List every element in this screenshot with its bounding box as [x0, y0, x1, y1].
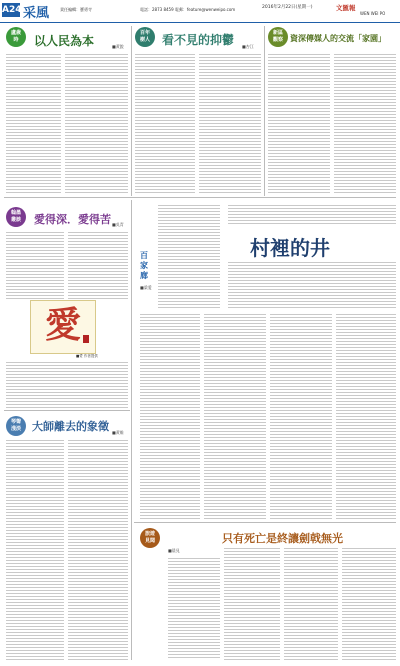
article-body-7b: [224, 546, 280, 660]
seal-stamp: [83, 335, 89, 343]
photo-caption: ■愛 作者提供: [76, 354, 98, 358]
side-label-text: 百家廊: [140, 250, 148, 280]
column-tag-2-line2: 樹人: [139, 37, 150, 43]
page-number-badge: A24: [2, 5, 22, 15]
column-tag-7: [140, 528, 160, 548]
article-title-7: 只有死亡是終讓劍戟無光: [222, 532, 343, 545]
article-body-3a: [268, 52, 330, 194]
brush-character: 愛: [45, 304, 82, 346]
column-tag-6-line1: 琴聲: [10, 419, 21, 425]
article-body-1b: [65, 52, 128, 194]
column-tag-6-line2: 淺淡: [10, 426, 21, 432]
column-tag-2-line1: 百年: [139, 30, 150, 36]
section-divider: [134, 522, 396, 523]
article-body-4d: [140, 312, 200, 520]
column-tag-5: [6, 207, 26, 227]
newspaper-logo: 文匯報: [336, 4, 356, 12]
column-tag-1: [6, 27, 26, 47]
article-body-4b: [228, 203, 396, 225]
side-label: [140, 250, 154, 280]
section-title: 采風: [23, 6, 50, 21]
column-tag-7-line1: 旅遊: [144, 531, 155, 537]
article-byline-4: ■梁愛: [140, 285, 152, 290]
section-divider: [4, 410, 130, 411]
article-title-5: 愛得深．愛得苦: [34, 213, 111, 226]
article-body-5a: [6, 230, 64, 300]
section-divider: [4, 197, 396, 198]
calligraphy-image: [30, 300, 96, 354]
article-body-4g: [336, 312, 396, 520]
article-title-2: 看不見的抑鬱: [162, 33, 235, 47]
article-body-4f: [270, 312, 332, 520]
article-body-4c: [228, 260, 396, 308]
editor-line: 責任編輯：寶勇寺: [60, 7, 92, 12]
column-tag-3-line2: 觀察: [272, 37, 283, 43]
article-body-7a: [168, 556, 220, 660]
column-tag-1-line2: 時: [13, 37, 19, 43]
column-divider: [131, 200, 132, 660]
column-tag-6: [6, 416, 26, 436]
article-body-1a: [6, 52, 61, 194]
column-tag-7-line2: 見聞: [144, 538, 155, 544]
contact-line: 電話：2873 8459 電郵：feature@wenweipo.com: [140, 7, 236, 12]
article-byline-7: ■晨見: [168, 548, 180, 553]
article-byline-1: ■黃銳: [112, 44, 124, 49]
article-title-4: 村裡的井: [250, 236, 330, 260]
article-byline-6: ■黃維: [112, 430, 124, 435]
column-tag-1-line1: 盧歲: [10, 30, 21, 36]
article-body-6b: [68, 438, 128, 660]
article-body-2a: [135, 52, 195, 194]
article-byline-2: ■杏江: [242, 44, 254, 49]
article-title-1: 以人民為本: [34, 34, 95, 48]
article-body-3b: [334, 52, 396, 194]
article-body-7d: [342, 546, 396, 660]
article-title-6: 大師離去的象徵: [32, 420, 109, 433]
newspaper-logo-sub: WEN WEI PO: [360, 11, 386, 16]
article-title-3: 資深傳媒人的交流「家園」: [290, 33, 386, 43]
article-body-2b: [199, 52, 261, 194]
article-byline-5: ■吳青: [112, 222, 124, 227]
column-tag-5-line2: 叢談: [10, 217, 21, 223]
issue-date: 2016年2月22日(星期一): [262, 5, 313, 10]
column-divider: [131, 26, 132, 196]
column-tag-5-line1: 翰墨: [10, 210, 21, 216]
article-body-6a: [6, 438, 64, 660]
article-body-7c: [284, 546, 338, 660]
article-body-5b: [68, 230, 128, 300]
column-tag-3-line1: 新區: [272, 30, 283, 36]
article-body-4e: [204, 312, 266, 520]
article-body-4a: [158, 203, 220, 308]
column-divider: [264, 26, 265, 196]
column-tag-2: [135, 27, 155, 47]
article-body-5c: [6, 360, 128, 408]
column-tag-3: [268, 27, 288, 47]
